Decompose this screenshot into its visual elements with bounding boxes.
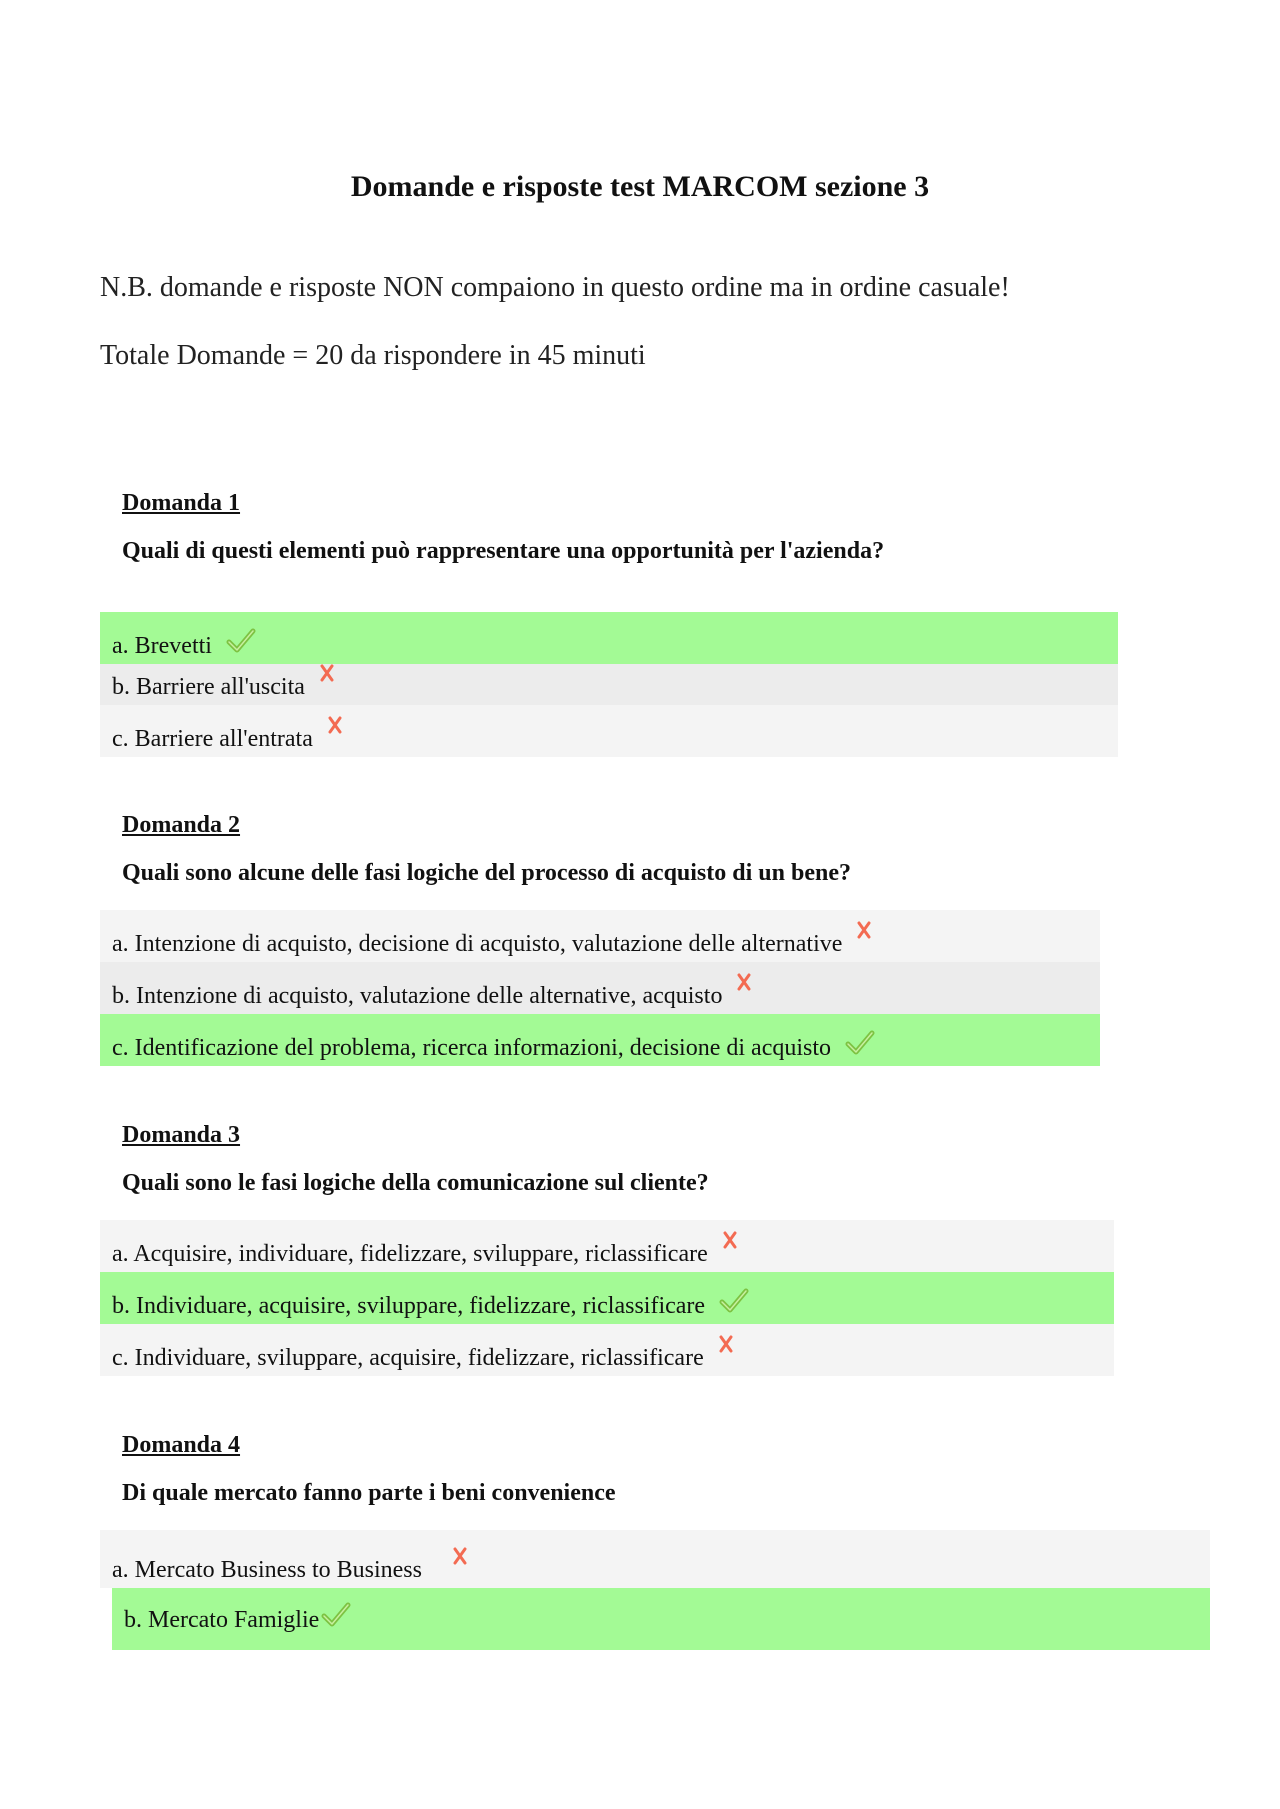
- answer-text: a. Intenzione di acquisto, decisione di acquisto, valutazione delle alternative: [112, 931, 843, 957]
- answer-4a[interactable]: [100, 1530, 1210, 1588]
- answer-text: b. Barriere all'uscita: [112, 674, 305, 700]
- cross-icon: [718, 1334, 734, 1354]
- answer-3c[interactable]: [100, 1324, 1114, 1376]
- cross-icon: [736, 972, 752, 992]
- answer-text: c. Barriere all'entrata: [112, 726, 313, 752]
- total-questions-note: Totale Domande = 20 da rispondere in 45 minuti: [100, 340, 646, 371]
- question-1-answers: [100, 612, 1118, 757]
- question-2-label: Domanda 2: [122, 812, 241, 838]
- check-icon: [719, 1288, 749, 1314]
- question-4-text: Di quale mercato fanno parte i beni convenience: [122, 1480, 616, 1506]
- answer-1a[interactable]: [100, 612, 1118, 664]
- answer-text: c. Identificazione del problema, ricerca informazioni, decisione di acquisto: [112, 1035, 832, 1061]
- answer-3a[interactable]: [100, 1220, 1114, 1272]
- answer-3b[interactable]: [100, 1272, 1114, 1324]
- answer-2a[interactable]: [100, 910, 1100, 962]
- answer-text: a. Acquisire, individuare, fidelizzare, sviluppare, riclassificare: [112, 1241, 708, 1267]
- cross-icon: [319, 663, 335, 683]
- answer-4b[interactable]: [112, 1588, 1210, 1650]
- random-order-note: N.B. domande e risposte NON compaiono in questo ordine ma in ordine casuale!: [100, 272, 1010, 303]
- cross-icon: [856, 920, 872, 940]
- question-3-label: Domanda 3: [122, 1122, 241, 1148]
- answer-1c[interactable]: [100, 705, 1118, 757]
- question-2-text: Quali sono alcune delle fasi logiche del processo di acquisto di un bene?: [122, 860, 851, 886]
- answer-text: a. Brevetti: [112, 633, 212, 659]
- answer-2b[interactable]: [100, 962, 1100, 1014]
- check-icon: [321, 1602, 351, 1628]
- cross-icon: [327, 715, 343, 735]
- cross-icon: [452, 1546, 468, 1566]
- answer-1b[interactable]: [100, 664, 1118, 705]
- question-4-label: Domanda 4: [122, 1432, 241, 1458]
- answer-text: c. Individuare, sviluppare, acquisire, fidelizzare, riclassificare: [112, 1345, 704, 1371]
- question-3-answers: [100, 1220, 1114, 1376]
- question-1-text: Quali di questi elementi può rappresentare una opportunità per l'azienda?: [122, 538, 885, 564]
- cross-icon: [722, 1230, 738, 1250]
- question-3-text: Quali sono le fasi logiche della comunicazione sul cliente?: [122, 1170, 709, 1196]
- check-icon: [845, 1030, 875, 1056]
- page-title: Domande e risposte test MARCOM sezione 3: [350, 170, 930, 203]
- question-1-label: Domanda 1: [122, 490, 241, 516]
- answer-text: a. Mercato Business to Business: [112, 1557, 422, 1583]
- answer-text: b. Individuare, acquisire, sviluppare, fidelizzare, riclassificare: [112, 1293, 706, 1319]
- answer-text: b. Intenzione di acquisto, valutazione delle alternative, acquisto: [112, 983, 723, 1009]
- check-icon: [226, 628, 256, 654]
- answer-text: b. Mercato Famiglie: [124, 1607, 320, 1633]
- answer-2c[interactable]: [100, 1014, 1100, 1066]
- question-4-answers: [100, 1530, 1210, 1650]
- question-2-answers: [100, 910, 1100, 1066]
